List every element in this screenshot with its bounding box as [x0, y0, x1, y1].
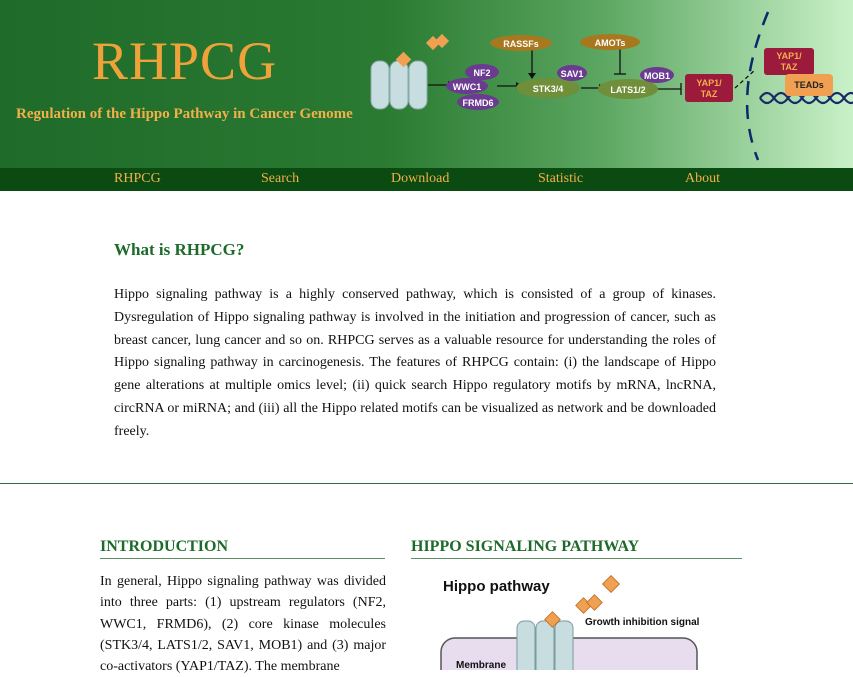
node-stk34 [516, 78, 580, 98]
main-navigation [0, 168, 853, 191]
nav-statistic[interactable]: Statistic [538, 171, 584, 186]
svg-text:TAZ: TAZ [780, 62, 798, 72]
node-yap-taz-nuclear [764, 48, 814, 75]
svg-text:YAP1/: YAP1/ [776, 51, 802, 61]
site-logo-title[interactable]: RHPCG [92, 31, 278, 91]
svg-text:NF2: NF2 [473, 68, 491, 78]
node-rassfs [490, 35, 552, 51]
svg-text:RASSFs: RASSFs [503, 39, 539, 49]
introduction-heading: INTRODUCTION [100, 538, 385, 559]
hippo-pathway-figure [411, 566, 741, 670]
nav-download[interactable]: Download [391, 171, 450, 186]
svg-text:TEADs: TEADs [794, 80, 824, 90]
ligand-icon [576, 576, 620, 614]
node-yap-taz [685, 74, 733, 102]
node-sav1 [557, 65, 587, 81]
section-divider [0, 483, 853, 484]
svg-text:TAZ: TAZ [700, 89, 718, 99]
figure-title: Hippo pathway [443, 578, 550, 595]
node-teads [785, 74, 833, 96]
receptor-icon [371, 61, 427, 109]
svg-text:LATS1/2: LATS1/2 [610, 85, 646, 95]
svg-text:FRMD6: FRMD6 [462, 98, 494, 108]
nav-about[interactable]: About [685, 171, 720, 186]
hippo-pathway-heading: HIPPO SIGNALING PATHWAY [411, 538, 742, 559]
node-mob1 [640, 67, 674, 83]
svg-text:STK3/4: STK3/4 [532, 84, 564, 94]
svg-text:AMOTs: AMOTs [594, 38, 626, 48]
introduction-text: In general, Hippo signaling pathway was divided into three parts: (1) upstream regulators (NF2, WWC1, FRMD6), (2) core kinase molecules (STK3/4, LATS1/2, SAV1, MOB1) and (3) major co-activators (YAP1/TAZ). The membrane [100, 574, 386, 675]
arrow [735, 70, 755, 88]
svg-text:YAP1/: YAP1/ [696, 78, 722, 88]
node-frmd6 [457, 94, 499, 110]
membrane-label: Membrane [456, 660, 507, 670]
what-is-heading: What is RHPCG? [114, 240, 245, 259]
signal-label: Growth inhibition signal [585, 617, 700, 628]
svg-text:SAV1: SAV1 [560, 69, 584, 79]
nav-search[interactable]: Search [261, 171, 300, 186]
receptor-icon [517, 612, 573, 670]
node-nf2 [465, 64, 499, 80]
node-wwc1 [446, 78, 488, 94]
header-banner [0, 0, 853, 168]
site-subtitle: Regulation of the Hippo Pathway in Cancer Genome [16, 106, 353, 122]
nav-rhpcg[interactable]: RHPCG [114, 171, 161, 186]
node-amots [580, 34, 640, 50]
nuclear-membrane [747, 12, 768, 160]
svg-text:WWC1: WWC1 [452, 82, 482, 92]
svg-text:MOB1: MOB1 [643, 71, 671, 81]
what-is-description: Hippo signaling pathway is a highly conserved pathway, which is consisted of a group of kinases. Dysregulation of Hippo signaling pathway is involved in the initiation and progression of cancer, such as breast cancer, lung cancer and so on. RHPCG serves as a valuable resource for understanding the roles of Hippo signaling pathway in carcinogenesis. The features of RHPCG contain: (i) the landscape of Hippo gene alterations at multiple omics level; (ii) quick search Hippo regulatory motifs by mRNA, lncRNA, circRNA or miRNA; and (iii) all the Hippo related motifs can be visualized as network and be downloaded freely. [114, 287, 716, 439]
